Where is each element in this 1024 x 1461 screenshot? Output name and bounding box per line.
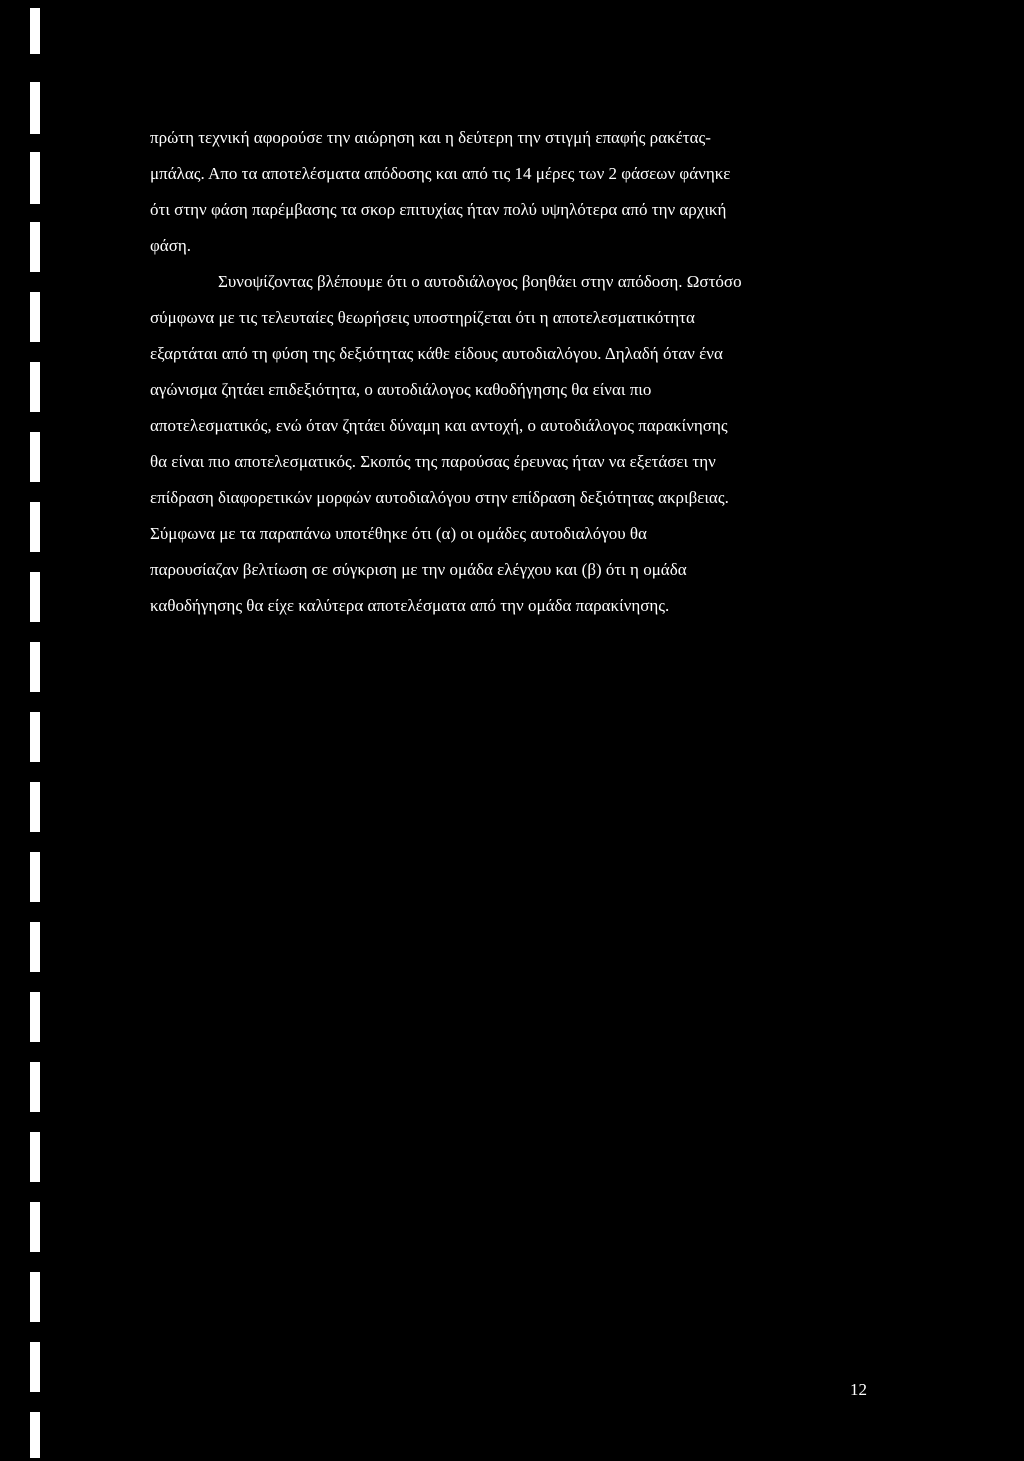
edge-mark [30, 1202, 40, 1252]
text-line: παρουσίαζαν βελτίωση σε σύγκριση με την ομάδα ελέγχου και (β) ότι η ομάδα [150, 560, 687, 579]
edge-mark [30, 432, 40, 482]
edge-mark [30, 82, 40, 134]
page-number: 12 [850, 1380, 867, 1399]
edge-mark [30, 8, 40, 54]
text-line: μπάλας. Απο τα αποτελέσματα απόδοσης και από τις 14 μέρες των 2 φάσεων φάνηκε [150, 164, 731, 183]
text-line: φάση. [150, 236, 192, 255]
edge-mark [30, 152, 40, 204]
edge-mark [30, 502, 40, 552]
text-line: αποτελεσματικός, ενώ όταν ζητάει δύναμη και αντοχή, ο αυτοδιάλογος παρακίνησης [150, 416, 728, 435]
text-line: αγώνισμα ζητάει επιδεξιότητα, ο αυτοδιάλογος καθοδήγησης θα είναι πιο [150, 380, 652, 399]
edge-mark [30, 1132, 40, 1182]
edge-mark [30, 1062, 40, 1112]
text-line: εξαρτάται από τη φύση της δεξιότητας κάθε είδους αυτοδιαλόγου. Δηλαδή όταν ένα [150, 344, 723, 363]
edge-mark [30, 572, 40, 622]
text-line: επίδραση διαφορετικών μορφών αυτοδιαλόγου στην επίδραση δεξιότητας ακριβειας. [150, 488, 729, 507]
text-line: πρώτη τεχνική αφορούσε την αιώρηση και η δεύτερη την στιγμή επαφής ρακέτας- [150, 128, 711, 147]
text-line: θα είναι πιο αποτελεσματικός. Σκοπός της παρούσας έρευνας ήταν να εξετάσει την [150, 452, 716, 471]
text-line: Σύμφωνα με τα παραπάνω υποτέθηκε ότι (α) οι ομάδες αυτοδιαλόγου θα [150, 524, 647, 543]
text-line: καθοδήγησης θα είχε καλύτερα αποτελέσματα από την ομάδα παρακίνησης. [150, 596, 670, 615]
edge-mark [30, 922, 40, 972]
text-line: σύμφωνα με τις τελευταίες θεωρήσεις υποστηρίζεται ότι η αποτελεσματικότητα [150, 308, 695, 327]
edge-mark [30, 1412, 40, 1458]
edge-mark [30, 782, 40, 832]
edge-mark [30, 222, 40, 272]
text-line: Συνοψίζοντας βλέπουμε ότι ο αυτοδιάλογος βοηθάει στην απόδοση. Ωστόσο [218, 272, 742, 291]
edge-mark [30, 852, 40, 902]
edge-mark [30, 1342, 40, 1392]
edge-mark [30, 712, 40, 762]
edge-mark [30, 292, 40, 342]
edge-mark [30, 992, 40, 1042]
edge-mark [30, 362, 40, 412]
edge-mark [30, 1272, 40, 1322]
text-line: ότι στην φάση παρέμβασης τα σκορ επιτυχίας ήταν πολύ υψηλότερα από την αρχική [150, 200, 727, 219]
edge-mark [30, 642, 40, 692]
